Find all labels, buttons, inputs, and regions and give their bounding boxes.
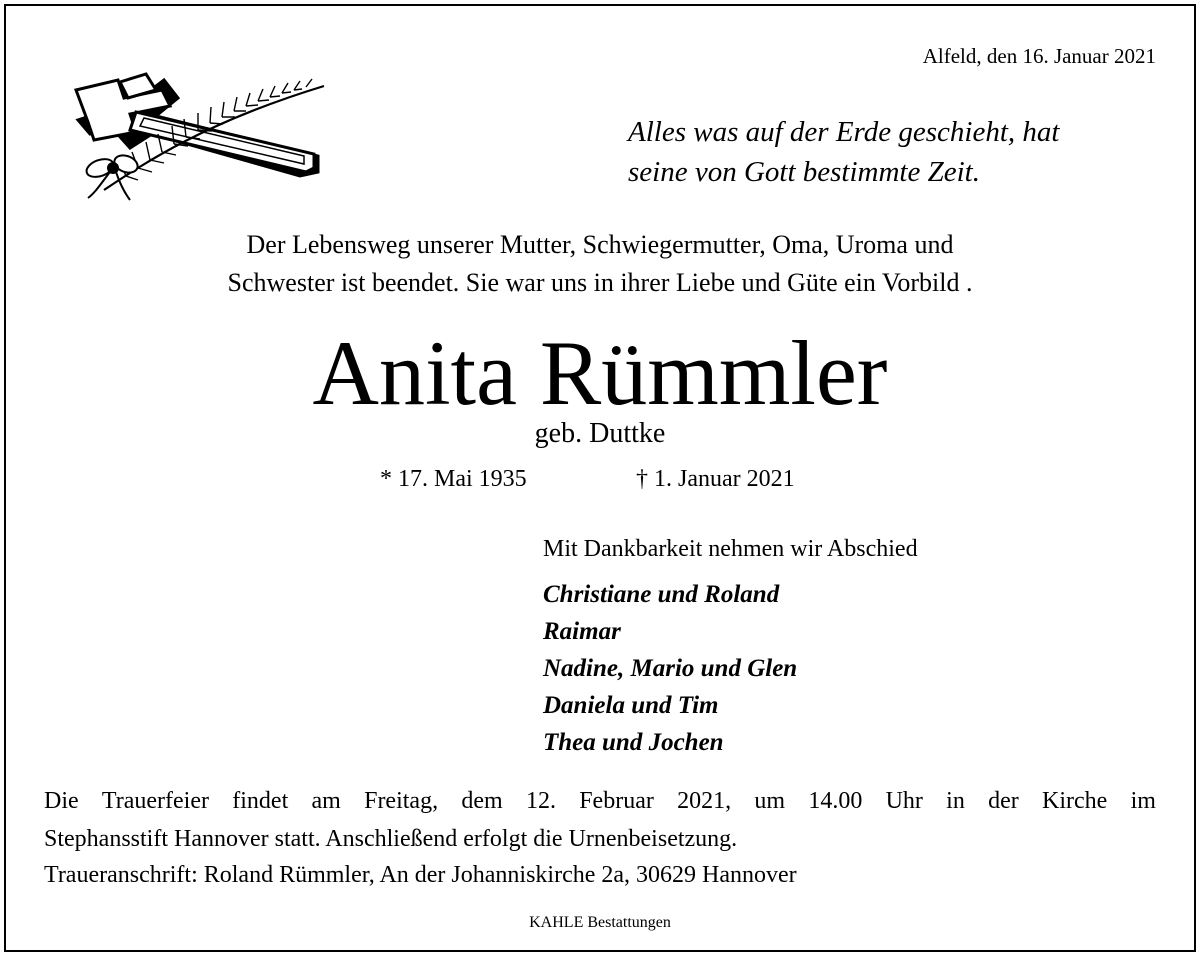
- deceased-name: Anita Rümmler: [312, 322, 888, 424]
- service-word: findet: [232, 788, 289, 814]
- motto-line: Alles was auf der Erde geschieht, hat: [628, 116, 1060, 148]
- farewell-heading: Mit Dankbarkeit nehmen wir Abschied: [543, 536, 918, 562]
- service-word: 2021,: [677, 788, 732, 814]
- service-word: am: [311, 788, 341, 814]
- mourner-name: Daniela und Tim: [543, 692, 719, 719]
- undertaker-credit: KAHLE Bestattungen: [529, 914, 671, 931]
- service-word: Kirche: [1042, 788, 1108, 814]
- mourner-name: Thea und Jochen: [543, 729, 724, 756]
- service-word: 12.: [525, 788, 556, 814]
- intro-text: [0, 226, 1200, 302]
- mourner-list: [543, 576, 797, 761]
- intro-line: Der Lebensweg unserer Mutter, Schwiegermutter, Oma, Uroma und: [246, 230, 954, 259]
- mourner-name: Raimar: [543, 618, 621, 645]
- service-word: Freitag,: [364, 788, 439, 814]
- service-line: Stephansstift Hannover statt. Anschließend erfolgt die Urnenbeisetzung.: [44, 826, 738, 852]
- motto-line: seine von Gott bestimmte Zeit.: [628, 156, 980, 188]
- intro-line: Schwester ist beendet. Sie war uns in ihrer Liebe und Güte ein Vorbild .: [227, 268, 973, 297]
- funeral-service-notice: [44, 782, 1156, 858]
- place-and-date: Alfeld, den 16. Januar 2021: [922, 44, 1156, 68]
- service-word: im: [1130, 788, 1156, 814]
- mourner-name: Nadine, Mario und Glen: [543, 655, 798, 682]
- service-word: Die: [44, 788, 79, 814]
- service-word: in: [946, 788, 965, 814]
- birth-date: * 17. Mai 1935: [380, 466, 527, 492]
- service-line: [44, 782, 1156, 820]
- service-word: Trauerfeier: [101, 788, 209, 814]
- service-word: der: [988, 788, 1019, 814]
- service-word: Februar: [579, 788, 654, 814]
- service-word: Uhr: [885, 788, 923, 814]
- service-word: um: [754, 788, 786, 814]
- cross-with-palm-branch-icon: [66, 72, 328, 204]
- death-date: † 1. Januar 2021: [636, 466, 795, 492]
- maiden-name: geb. Duttke: [534, 418, 666, 449]
- mourner-name: Christiane und Roland: [543, 581, 780, 608]
- motto-quote: [628, 112, 1059, 192]
- service-word: 14.00: [808, 788, 863, 814]
- mourning-address: Traueranschrift: Roland Rümmler, An der Johanniskirche 2a, 30629 Hannover: [44, 862, 797, 888]
- service-word: dem: [461, 788, 503, 814]
